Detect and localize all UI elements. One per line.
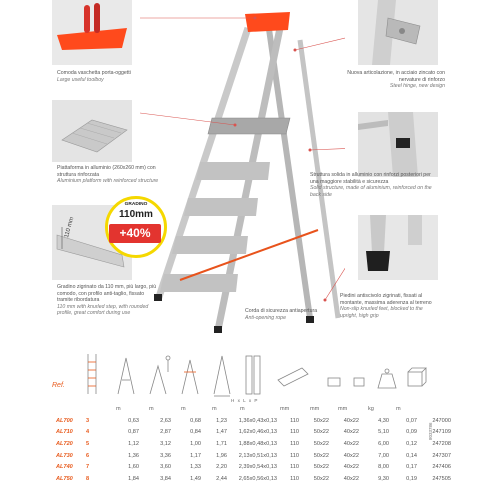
structure-photo xyxy=(358,112,438,177)
cell-ean: 247505 xyxy=(432,475,451,482)
cell-c4: 1,47 xyxy=(216,429,227,436)
cell-c6: 110 xyxy=(290,452,299,459)
cell-c2: 2,63 xyxy=(160,417,171,424)
caption-feet xyxy=(340,293,440,319)
caption-feet-it: Piedini antiscivolo zigrinati, fissati al montante, massima aderenza al terreno xyxy=(340,293,432,306)
cell-c8: 40x22 xyxy=(343,440,359,447)
unit-9: m xyxy=(396,406,401,412)
caption-toolbox-en: Large useful toolboy xyxy=(57,76,104,83)
table-row xyxy=(56,415,451,427)
steps-count-icon xyxy=(88,354,96,394)
cell-c3: 1,33 xyxy=(190,464,201,471)
badge-size: 110mm xyxy=(119,209,153,220)
cell-c7: 50x22 xyxy=(313,475,329,482)
cell-kg: 5,10 xyxy=(378,429,389,436)
cell-c6: 110 xyxy=(290,417,299,424)
cell-c6: 110 xyxy=(290,475,299,482)
cell-m3: 0,19 xyxy=(406,475,417,482)
caption-toolbox xyxy=(57,70,167,83)
cell-c8: 40x22 xyxy=(343,452,359,459)
cell-c3: 1,17 xyxy=(190,452,201,459)
cell-c7: 50x22 xyxy=(313,464,329,471)
caption-rope-it: Corda di sicurezza antiapertura xyxy=(245,308,318,314)
caption-hinge-it: Nuova articolazione, in acciaio zincato con nervature di rinforzo xyxy=(347,70,445,83)
cell-steps: 5 xyxy=(86,440,90,447)
cell-c3: 0,84 xyxy=(190,429,201,436)
cell-c4: 1,96 xyxy=(216,452,227,459)
cell-c7: 50x22 xyxy=(313,440,329,447)
step-depth-icon xyxy=(278,368,308,386)
cell-c3: 1,49 xyxy=(190,475,201,482)
caption-feet-en: Non-slip knurled feet, blocked to the upright, high grip xyxy=(340,306,423,319)
cell-ean: 247307 xyxy=(432,452,451,459)
unit-2: m xyxy=(181,406,186,412)
feet-photo xyxy=(358,215,438,280)
cell-c7: 50x22 xyxy=(313,417,329,424)
platform-icon xyxy=(52,100,132,162)
toolbox-photo xyxy=(52,0,132,65)
cell-dims: 1,36x0,43x0,13 xyxy=(238,417,277,424)
caption-step-it: Gradino zigrinato da 110 mm, più largo, più comodo, con profilo anti-taglio, fissato tramite ribordatura xyxy=(57,284,157,304)
spec-table xyxy=(56,415,451,485)
cell-c4: 2,20 xyxy=(216,464,227,471)
cell-ean: 247000 xyxy=(432,417,451,424)
cell-code: AL720 xyxy=(56,440,73,447)
cell-dims: 2,65x0,56x0,13 xyxy=(238,475,277,482)
caption-hinge xyxy=(340,70,445,90)
closed-dimensions-icon xyxy=(246,356,260,394)
cell-c1: 1,12 xyxy=(128,440,139,447)
cell-steps: 6 xyxy=(86,452,90,459)
cell-c3: 1,00 xyxy=(190,440,201,447)
table-row xyxy=(56,438,451,450)
cell-kg: 7,00 xyxy=(378,452,389,459)
barcode-prefix: 8033786 xyxy=(428,422,433,440)
cell-c1: 1,36 xyxy=(128,452,139,459)
cell-steps: 4 xyxy=(86,429,90,436)
caption-platform-en: Aluminium platform with reinforced structure xyxy=(57,178,159,185)
table-pictograms xyxy=(78,350,448,400)
cell-kg: 9,30 xyxy=(378,475,389,482)
table-row xyxy=(56,461,451,473)
cell-c2: 3,12 xyxy=(160,440,171,447)
unit-5: mm xyxy=(280,406,290,412)
front-profile-icon xyxy=(328,378,340,386)
unit-8: kg xyxy=(368,406,374,412)
badge-title: GRADINO xyxy=(124,202,148,207)
cell-c1: 0,87 xyxy=(128,429,139,436)
cell-code: AL740 xyxy=(56,464,73,471)
cell-code: AL700 xyxy=(56,417,73,424)
cell-code: AL730 xyxy=(56,452,73,459)
ladder-height-icon xyxy=(118,358,134,394)
unit-4: m xyxy=(240,406,245,412)
volume-icon xyxy=(408,368,426,386)
structure-icon xyxy=(358,112,438,177)
open-dimensions-icon xyxy=(214,356,230,396)
unit-1: m xyxy=(149,406,154,412)
cell-c6: 110 xyxy=(290,440,299,447)
cell-c6: 110 xyxy=(290,464,299,471)
cell-ean: 247208 xyxy=(432,440,451,447)
caption-step-en: 110 mm with knurled step, with rounded profile, great comfort during use xyxy=(57,303,149,317)
weight-icon xyxy=(378,369,396,388)
caption-step xyxy=(57,284,161,317)
cell-dims: 1,88x0,48x0,13 xyxy=(238,440,277,447)
cell-c2: 3,36 xyxy=(160,452,171,459)
platform-photo xyxy=(52,100,132,162)
caption-platform-it: Piattaforma in alluminio (260x260 mm) con struttura rinforzata xyxy=(57,165,156,178)
cell-kg: 6,00 xyxy=(378,440,389,447)
cell-steps: 3 xyxy=(86,417,90,424)
table-row xyxy=(56,450,451,462)
dimensions-label: H x L x P xyxy=(231,398,259,403)
caption-toolbox-it: Comoda vaschetta porta-oggetti xyxy=(57,70,131,76)
step-width-label: 110 mm xyxy=(64,216,76,239)
caption-hinge-en: Steel hinge, new design xyxy=(389,83,445,90)
caption-rope-en: Anti-opening rope xyxy=(245,314,286,321)
cell-m3: 0,09 xyxy=(406,429,417,436)
cell-c1: 0,63 xyxy=(128,417,139,424)
cell-steps: 7 xyxy=(86,464,90,471)
platform-height-icon xyxy=(182,360,198,394)
cell-c8: 40x22 xyxy=(343,429,359,436)
unit-6: mm xyxy=(310,406,320,412)
cell-c8: 40x22 xyxy=(343,475,359,482)
hinge-icon xyxy=(358,0,438,65)
table-row xyxy=(56,473,451,485)
cell-c8: 40x22 xyxy=(343,417,359,424)
cell-c2: 3,60 xyxy=(160,464,171,471)
caption-structure-it: Struttura solida in alluminio con rinforzi posteriori per una maggiore stabilità e sicurezza xyxy=(310,172,431,185)
cell-c2: 2,87 xyxy=(160,429,171,436)
cell-m3: 0,14 xyxy=(406,452,417,459)
toolbox-icon xyxy=(52,0,132,65)
unit-3: m xyxy=(212,406,217,412)
caption-structure-en: Solid structure, made of aluminium, reinforced on the back side xyxy=(310,185,432,198)
cell-c4: 2,44 xyxy=(216,475,227,482)
cell-code: AL710 xyxy=(56,429,73,436)
cell-c7: 50x22 xyxy=(313,452,329,459)
cell-dims: 2,13x0,51x0,13 xyxy=(238,452,277,459)
caption-platform xyxy=(57,165,167,185)
cell-kg: 8,00 xyxy=(378,464,389,471)
cell-m3: 0,12 xyxy=(406,440,417,447)
cell-ean: 247109 xyxy=(432,429,451,436)
table-row xyxy=(56,427,451,439)
cell-c8: 40x22 xyxy=(343,464,359,471)
caption-rope xyxy=(245,308,325,321)
working-height-icon xyxy=(150,356,170,394)
ref-label: Ref. xyxy=(52,382,65,389)
foot-icon xyxy=(358,215,438,280)
cell-m3: 0,17 xyxy=(406,464,417,471)
cell-c4: 1,23 xyxy=(216,417,227,424)
cell-steps: 8 xyxy=(86,475,90,482)
badge-gain-text: +40% xyxy=(119,226,151,240)
cell-c1: 1,84 xyxy=(128,475,139,482)
cell-kg: 4,30 xyxy=(378,417,389,424)
cell-c7: 50x22 xyxy=(313,429,329,436)
caption-structure xyxy=(310,172,438,198)
cell-c6: 110 xyxy=(290,429,299,436)
cell-dims: 2,39x0,54x0,13 xyxy=(238,464,277,471)
ladder-illustration xyxy=(140,0,345,335)
rear-profile-icon xyxy=(354,378,364,386)
cell-c4: 1,71 xyxy=(216,440,227,447)
cell-c3: 0,68 xyxy=(190,417,201,424)
cell-code: AL750 xyxy=(56,475,73,482)
cell-ean: 247406 xyxy=(432,464,451,471)
cell-m3: 0,07 xyxy=(406,417,417,424)
cell-c2: 3,84 xyxy=(160,475,171,482)
cell-c1: 1,60 xyxy=(128,464,139,471)
unit-0: m xyxy=(116,406,121,412)
hinge-photo xyxy=(358,0,438,65)
cell-dims: 1,62x0,46x0,13 xyxy=(238,429,277,436)
unit-7: mm xyxy=(338,406,348,412)
